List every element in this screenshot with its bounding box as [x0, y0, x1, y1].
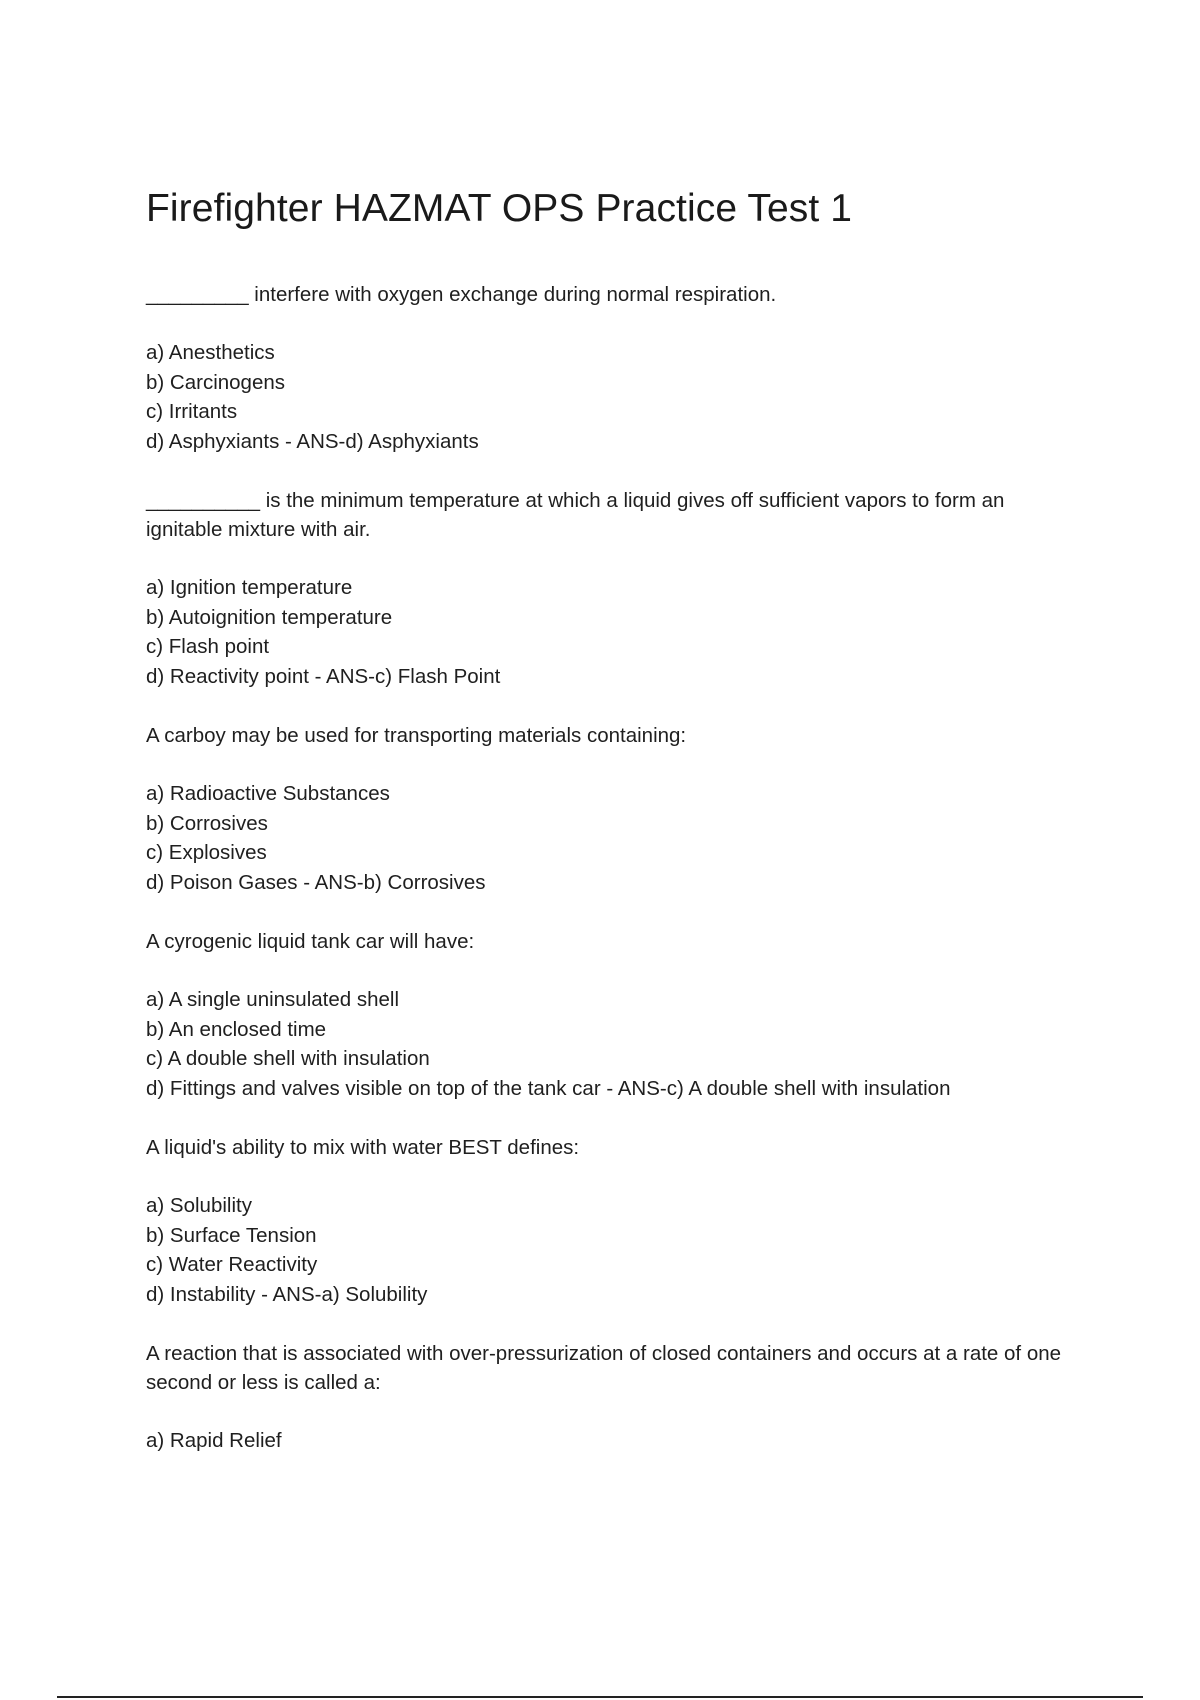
answer-option: c) Explosives	[146, 841, 267, 864]
question-1	[146, 280, 1086, 456]
document-page	[146, 186, 1086, 1486]
answer-option: a) Rapid Relief	[146, 1429, 282, 1452]
answer-options	[146, 985, 1086, 1103]
question-6	[146, 1339, 1086, 1456]
answer-option: c) Water Reactivity	[146, 1253, 318, 1276]
answer-option: d) Reactivity point - ANS-c) Flash Point	[146, 664, 501, 688]
answer-option: d) Poison Gases - ANS-b) Corrosives	[146, 870, 486, 894]
answer-option: a) Ignition temperature	[146, 576, 353, 599]
answer-options	[146, 1191, 1086, 1309]
answer-option: d) Asphyxiants - ANS-d) Asphyxiants	[146, 429, 479, 453]
question-text: A cyrogenic liquid tank car will have:	[146, 930, 475, 953]
page-title: Firefighter HAZMAT OPS Practice Test 1	[146, 187, 853, 230]
question-text: A carboy may be used for transporting materials containing:	[146, 724, 687, 747]
question-text: A liquid's ability to mix with water BEST defines:	[146, 1136, 580, 1159]
answer-option: b) Carcinogens	[146, 370, 286, 394]
answer-option: b) Surface Tension	[146, 1223, 317, 1247]
question-4	[146, 927, 1086, 1103]
answer-option: b) An enclosed time	[146, 1017, 327, 1041]
question-5	[146, 1133, 1086, 1309]
answer-option: d) Fittings and valves visible on top of the tank car - ANS-c) A double shell with insulation	[146, 1076, 951, 1100]
question-2	[146, 486, 1086, 691]
question-text: A reaction that is associated with over-pressurization of closed containers and occurs at a rate of one second or less is called a:	[146, 1342, 1062, 1394]
answer-option: c) A double shell with insulation	[146, 1047, 430, 1070]
question-text: _________ interfere with oxygen exchange during normal respiration.	[146, 283, 777, 306]
answer-option: d) Instability - ANS-a) Solubility	[146, 1282, 428, 1306]
answer-option: a) Radioactive Substances	[146, 782, 390, 805]
question-text: __________ is the minimum temperature at which a liquid gives off sufficient vapors to form an ignitable mixture with air.	[146, 489, 1005, 541]
answer-option: a) Anesthetics	[146, 341, 275, 364]
answer-options	[146, 338, 1086, 456]
answer-option: b) Corrosives	[146, 811, 268, 835]
answer-options	[146, 1426, 1086, 1456]
answer-options	[146, 573, 1086, 691]
answer-option: c) Irritants	[146, 400, 238, 423]
answer-option: a) Solubility	[146, 1194, 252, 1217]
answer-option: b) Autoignition temperature	[146, 605, 393, 629]
footer-divider	[57, 1696, 1143, 1698]
answer-option: a) A single uninsulated shell	[146, 988, 400, 1011]
question-3	[146, 721, 1086, 897]
answer-option: c) Flash point	[146, 635, 270, 658]
answer-options	[146, 779, 1086, 897]
